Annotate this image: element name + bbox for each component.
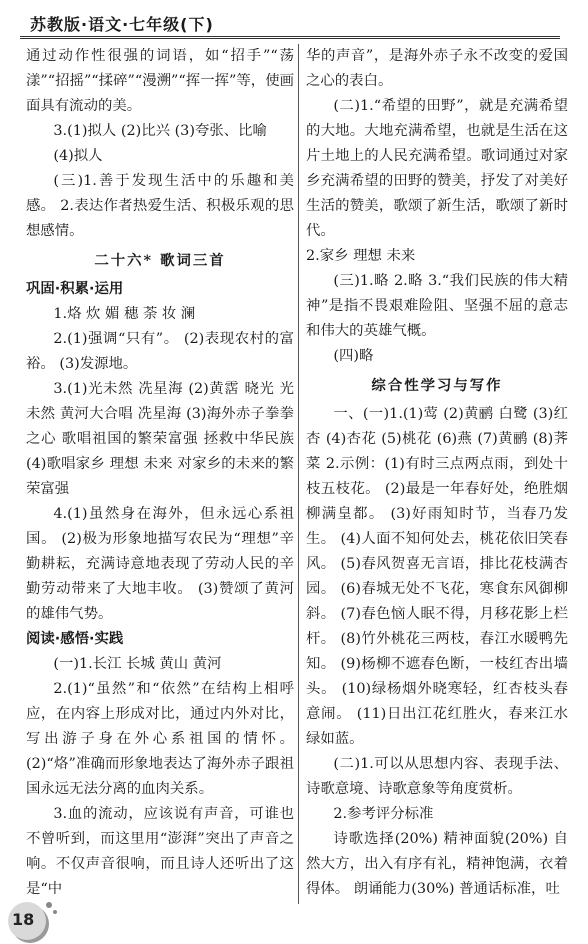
left-paragraph: (三)1.善于发现生活中的乐趣和美感。 2.表达作者热爱生活、积极乐观的思想感情。: [26, 173, 294, 239]
left-paragraph: 2.(1)强调“只有”。 (2)表现农村的富裕。 (3)发源地。: [26, 331, 294, 372]
left-paragraph: (4)拟人: [53, 148, 103, 164]
page-number-badge: [6, 900, 66, 940]
left-paragraph: 2.(1)“虽然”和“依然”在结构上相呼应，在内容上形成对比，通过内外对比，写出游子身在外心系祖国的情怀。(2)“烙”准确而形象地表达了海外赤子跟祖国永远无法分离的血肉关系。: [26, 681, 294, 797]
header-bar: [20, 8, 560, 39]
right-paragraph: (三)1.略 2.略 3.“我们民族的伟大精神”是指不畏艰难险阻、坚强不屈的意志和伟大的英雄气概。: [306, 273, 568, 339]
right-paragraph: (二)1.“希望的田野”，就是充满希望的大地。大地充满希望，也就是生活在这片土地上的人民充满希望。歌词通过对家乡充满希望的田野的赞美，抒发了对美好生活的赞美，歌颂了新生活，歌颂了新时代。: [306, 98, 568, 239]
page-number: 18: [12, 910, 35, 929]
left-paragraph: 巩固·积累·运用: [26, 281, 124, 297]
right-paragraph: 华的声音”，是海外赤子永不改变的爱国之心的表白。: [306, 48, 568, 89]
column-divider: [298, 44, 299, 904]
left-paragraph: 二十六* 歌词三首: [94, 252, 226, 269]
right-paragraph: (四)略: [333, 348, 374, 364]
left-column: [26, 44, 294, 902]
right-paragraph: 诗歌选择(20%) 精神面貌(20%) 自然大方，出入有序有礼，精神饱满，衣着得体。 朗诵能力(30%) 普通话标准，吐: [306, 831, 568, 897]
left-paragraph: 1.烙 炊 媚 穗 荼 妆 澜: [53, 306, 196, 322]
left-paragraph: 3.血的流动，应该说有声音，可谁也不曾听到，而这里用“澎湃”突出了声音之响。不仅声音很响，而且诗人还听出了这是“中: [26, 806, 294, 897]
decor-dot: [46, 902, 52, 908]
left-paragraph: 4.(1)虽然身在海外，但永远心系祖国。 (2)极为形象地描写农民为“理想”辛勤耕耘，充满诗意地表现了劳动人民的辛勤劳动带来了大地丰收。 (3)赞颂了黄河的雄伟气势。: [26, 506, 294, 622]
right-paragraph: (二)1.可以从思想内容、表现手法、诗歌意境、诗歌意象等角度赏析。: [306, 756, 568, 797]
left-paragraph: 3.(1)光未然 冼星海 (2)黄霑 晓光 光未然 黄河大合唱 冼星海 (3)海外赤子拳拳之心 歌唱祖国的繁荣富强 拯救中华民族 (4)歌唱家乡 理想 未来 对家乡的未来的繁荣富强: [26, 381, 294, 497]
left-paragraph: (一)1.长江 长城 黄山 黄河: [53, 656, 222, 672]
right-column: [306, 44, 568, 902]
left-paragraph: 通过动作性很强的词语，如“招手”“荡漾”“招摇”“揉碎”“漫溯”“挥一挥”等，使画面具有流动的美。: [26, 48, 294, 114]
left-paragraph: 阅读·感悟·实践: [26, 631, 124, 647]
right-paragraph: 综合性学习与写作: [371, 377, 503, 394]
right-paragraph: 2.家乡 理想 未来: [306, 248, 416, 264]
left-paragraph: 3.(1)拟人 (2)比兴 (3)夸张、比喻: [53, 123, 267, 139]
header-title: 苏教版·语文·七年级(下): [30, 15, 214, 34]
right-paragraph: 2.参考评分标准: [333, 806, 434, 822]
decor-dot: [53, 910, 57, 914]
right-paragraph: 一、(一)1.(1)莺 (2)黄鹂 白鹭 (3)红杏 (4)杏花 (5)桃花 (6)燕 (7)黄鹂 (8)荠菜 2.示例：(1)有时三点两点雨，到处十枝五枝花。 (2)最是一年春好处，绝胜烟柳满皇都。 (3)好雨知时节，当春乃发生。 (4)人面不知何处去，桃花依旧笑春风。 (5)春风贺喜无言语，排比花枝满杏园。 (6)春城无处不飞花，寒食东风御柳斜。 (7)春色恼人眠不得，月移花影上栏杆。 (8)竹外桃花三两枝，春江水暖鸭先知。 (9)杨柳不遮春色断，一枝红杏出墙头。 (10)绿杨烟外晓寒轻，红杏枝头春意闹。 (11)日出江花红胜火，春来江水绿如蓝。: [306, 406, 568, 747]
page-header: [0, 0, 588, 46]
